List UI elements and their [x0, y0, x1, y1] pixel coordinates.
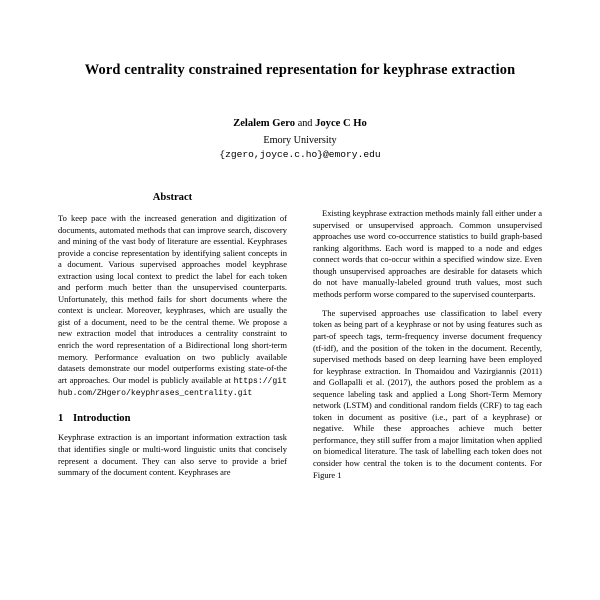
author-first: Zelalem Gero — [233, 118, 296, 130]
section-number: 1 — [58, 412, 64, 424]
title-block — [0, 0, 600, 162]
page-title: Word centrality constrained representation for keyphrase extraction — [84, 62, 516, 78]
right-column-content — [313, 208, 542, 481]
author-conjunction: and — [297, 118, 313, 130]
abstract-heading: Abstract — [152, 192, 193, 203]
right-paragraph-2: The supervised approaches use classification to label every token as being part of a keyphrase or not by using features such as part-of speech tags, term-frequency inverse document frequency (tf-idf), and the position of the token in the document. Recently, supervised methods based on deep learning have been employed for keyphrase extraction. In Thomaidou and Vazirgiannis (2011) and Gollapalli et al. (2017), the authors posed the problem as a sequence labeling task and applied a Long Short-Term Memory network (LSTM) and conditional random fields (CRF) to tag each token in document as positive (i.e., part of a keyphrase) or negative. While these approaches achieve much better performance, they still suffer from a major limitation when applied on biomedical literature. The task of labelling each token does not consider how central the token is to the document contents. For Figure 1 — [313, 307, 542, 480]
section-heading-introduction — [58, 413, 287, 426]
introduction-paragraph-1: Keyphrase extraction is an important information extraction task that identifies single or multi-word linguistic units that concisely represent a document. They can also serve to provide a brief summary of the document content. Keyphrases are — [58, 432, 287, 478]
abstract-paragraph — [58, 213, 287, 400]
section-title: Introduction — [73, 412, 131, 424]
author-email: {zgero,joyce.c.ho}@emory.edu — [219, 149, 381, 161]
left-column — [58, 188, 287, 481]
repository-url[interactable]: https://github.com/ZHgero/keyphrases_centrality.git — [58, 376, 287, 399]
right-column — [313, 188, 542, 481]
two-column-body — [0, 188, 600, 481]
affiliation: Emory University — [263, 134, 337, 146]
right-paragraph-1: Existing keyphrase extraction methods mainly fall either under a supervised or unsupervised approach. Common unsupervised approaches use word co-occurrence statistics to build graph-based ranking algorithms. Each word is mapped to a node and edges connect words that co-occur within a specified window size. Even though unsupervised approaches are desirable for datasets which do not have manually-labeled ground truth values, most such methods perform worse compared to the supervised counterparts. — [313, 208, 542, 299]
author-list — [38, 117, 562, 131]
abstract-text: To keep pace with the increased generation and digitization of documents, automated methods that can improve search, discovery and mining of the vast body of literature are essential. Keyphrases provide a concise representation by identifying salient concepts in a document. Various supervised approaches model keyphrase extraction using local context to predict the label for each token and perform much better than the unsupervised counterparts. Unfortunately, this method fails for short documents where the context is unclear. Moreover, keyphrases, which are usually the gist of a document, need to be the central theme. We propose a new extraction model that introduces a centrality constraint to enrich the word representation of a Bidirectional long short-term memory. Performance evaluation on two publicly available datasets demonstrate our model outperforms existing state-of-the art approaches. Our model is publicly available at — [58, 213, 287, 385]
author-second: Joyce C Ho — [315, 118, 367, 130]
